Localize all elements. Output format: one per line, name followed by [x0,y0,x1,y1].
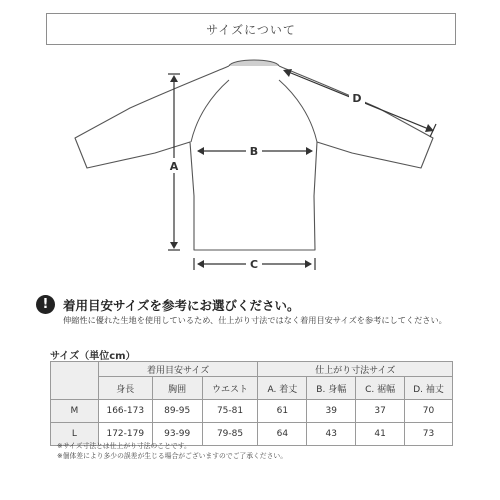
footnote: ※個体差により多少の誤差が生じる場合がございますのでご了承ください。 [57,452,287,460]
garment-diagram [0,50,500,280]
table-cell: 43 [307,423,356,446]
table-cell: 39 [307,400,356,423]
table-cell: 41 [356,423,405,446]
group-header-finished: 仕上がり寸法サイズ [258,362,453,377]
row-size-label: M [51,400,99,423]
measure-c-label: C [249,258,259,271]
measure-a-arrow-top [170,75,178,82]
table-cell: 73 [405,423,453,446]
table-title: サイズ（単位cm） [50,351,136,362]
section-header [46,13,456,45]
footnote: ※サイズ寸法とは仕上がり寸法のことです。 [57,442,191,450]
table-cell: 70 [405,400,453,423]
size-notice [36,295,300,314]
table-cell: 172-179 [98,423,152,446]
table-cell: 166-173 [98,400,152,423]
column-header: ウエスト [202,377,258,400]
table-cell: 75-81 [202,400,258,423]
table-cell: 64 [258,423,307,446]
table-row [51,400,453,423]
row-size-label: L [51,423,99,446]
measure-c-arrow-left [197,260,204,268]
notice-subtitle: 伸縮性に優れた生地を使用しているため、仕上がり寸法ではなく着用目安サイズを参考にしてください。 [63,315,447,325]
measure-a-label: A [169,160,179,173]
table-cell: 79-85 [202,423,258,446]
table-cell: 37 [356,400,405,423]
measure-d-label: D [352,92,362,105]
column-header: B. 身幅 [307,377,356,400]
column-header: A. 着丈 [258,377,307,400]
footnotes [57,441,287,461]
table-cell: 93-99 [152,423,202,446]
measure-b-label: B [249,145,259,158]
measure-c-arrow-right [305,260,312,268]
section-title: サイズについて [206,22,296,37]
table-cell: 61 [258,400,307,423]
column-header: 身長 [98,377,152,400]
notice-title: 着用目安サイズを参考にお選びください。 [63,297,300,313]
exclamation-icon: ! [36,295,55,314]
group-header-wear: 着用目安サイズ [98,362,258,377]
size-table [50,361,453,446]
measure-a-arrow-bottom [170,242,178,249]
column-header: C. 裾幅 [356,377,405,400]
table-corner-cell [51,362,99,400]
column-header: D. 袖丈 [405,377,453,400]
table-cell: 89-95 [152,400,202,423]
column-header: 胸囲 [152,377,202,400]
